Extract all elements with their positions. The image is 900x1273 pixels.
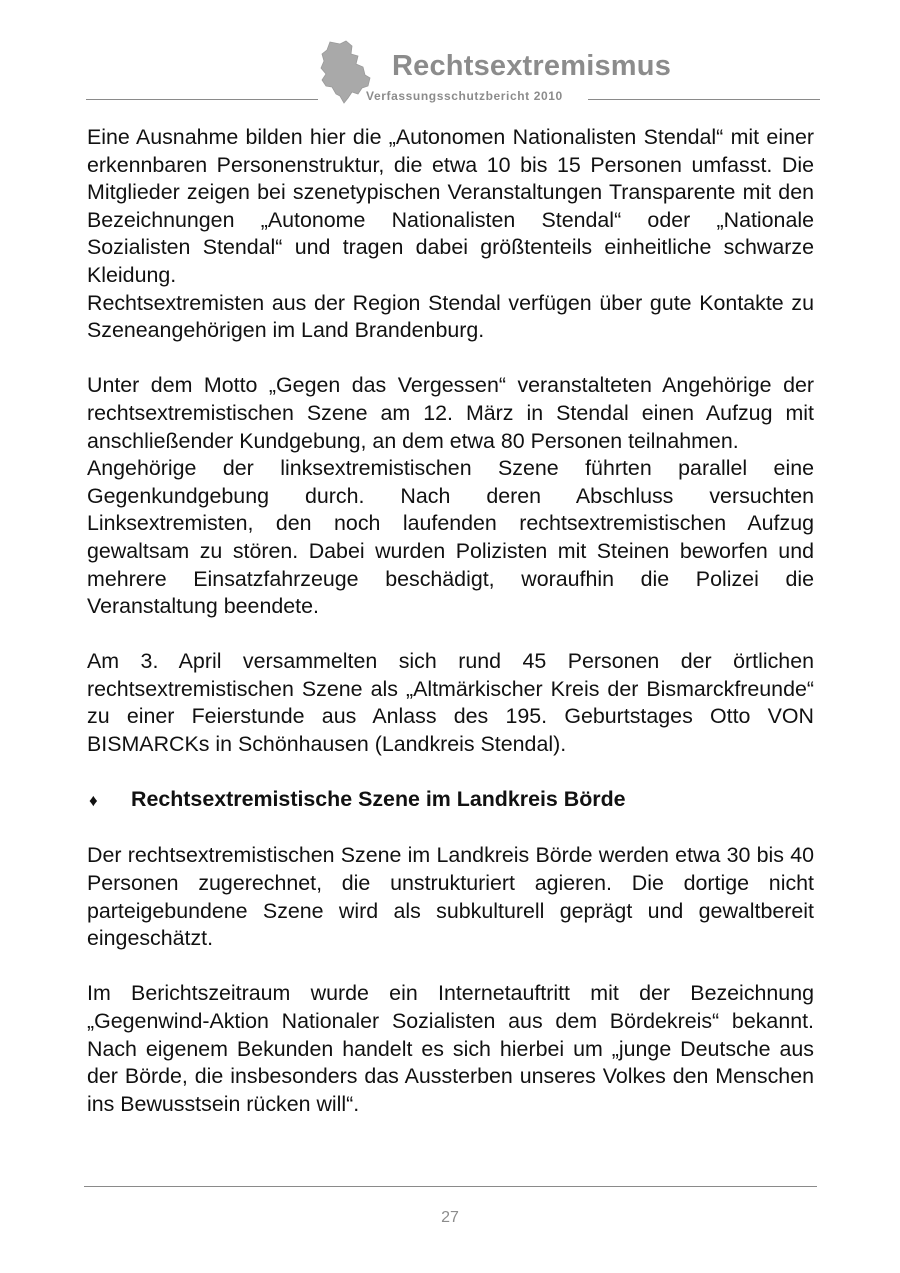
paragraph-gap (87, 759, 814, 787)
saxony-anhalt-map-icon (318, 40, 372, 104)
header-rule-right (588, 99, 820, 100)
paragraph: Im Berichtszeitraum wurde ein Internetauftritt mit der Bezeichnung „Gegenwind-Aktion Nationaler Sozialisten aus dem Bördekreis“ bekannt. Nach eigenem Bekunden handelt es sich hierbei um „junge Deutsche aus der Börde, die insbesonders das Aussterben unseres Volkes den Menschen ins Bewusstsein rücken will“. (87, 981, 814, 1116)
paragraph: Eine Ausnahme bilden hier die „Autonomen Nationalisten Stendal“ mit einer erkennbaren Personenstruktur, die etwa 10 bis 15 Personen umfasst. Die Mitglieder zeigen bei szenetypischen Veranstaltungen Transparente mit den Bezeichnungen „Autonome Nationalisten Stendal“ oder „Nationale Sozialisten Stendal“ und tragen dabei größtenteils einheitliche schwarze Kleidung. (87, 125, 814, 287)
header-title: Rechtsextremismus (392, 50, 672, 82)
paragraph-gap (87, 953, 814, 981)
page-number: 27 (441, 1209, 459, 1226)
paragraph: Der rechtsextremistischen Szene im Landkreis Börde werden etwa 30 bis 40 Personen zugerechnet, die unstrukturiert agieren. Die dortige nicht parteigebundene Szene wird als subkulturell geprägt und gewaltbereit eingeschätzt. (87, 843, 814, 951)
page-header (0, 0, 900, 112)
footer-rule (84, 1186, 817, 1187)
page-body (87, 124, 814, 1118)
section-heading-text: Rechtsextremistische Szene im Landkreis Börde (131, 787, 626, 812)
paragraph: Unter dem Motto „Gegen das Vergessen“ veranstalteten Angehörige der rechtsextremistischen Szene am 12. März in Stendal einen Aufzug mit anschließender Kundgebung, an dem etwa 80 Personen teilnahmen. (87, 373, 814, 453)
header-subtitle: Verfassungsschutzbericht 2010 (366, 89, 563, 103)
paragraph: Rechtsextremisten aus der Region Stendal verfügen über gute Kontakte zu Szeneangehörigen im Land Brandenburg. (87, 290, 814, 343)
header-rule-left (86, 99, 318, 100)
paragraph-gap (87, 815, 814, 843)
paragraph-gap (87, 621, 814, 649)
paragraph-gap (87, 345, 814, 373)
section-heading (87, 786, 814, 815)
diamond-bullet-icon: ♦ (89, 791, 98, 811)
paragraph: Angehörige der linksextremistischen Szene führten parallel eine Gegenkundgebung durch. Nach deren Abschluss versuchten Linksextremisten, den noch laufenden rechtsextremistischen Aufzug gewaltsam zu stören. Dabei wurden Polizisten mit Steinen beworfen und mehrere Einsatzfahrzeuge beschädigt, woraufhin die Polizei die Veranstaltung beendete. (87, 456, 814, 619)
paragraph: Am 3. April versammelten sich rund 45 Personen der örtlichen rechtsextremistischen Szene als „Altmärkischer Kreis der Bismarckfreunde“ zu einer Feierstunde aus Anlass des 195. Geburtstages Otto VON BISMARCKs in Schönhausen (Landkreis Stendal). (87, 649, 814, 757)
